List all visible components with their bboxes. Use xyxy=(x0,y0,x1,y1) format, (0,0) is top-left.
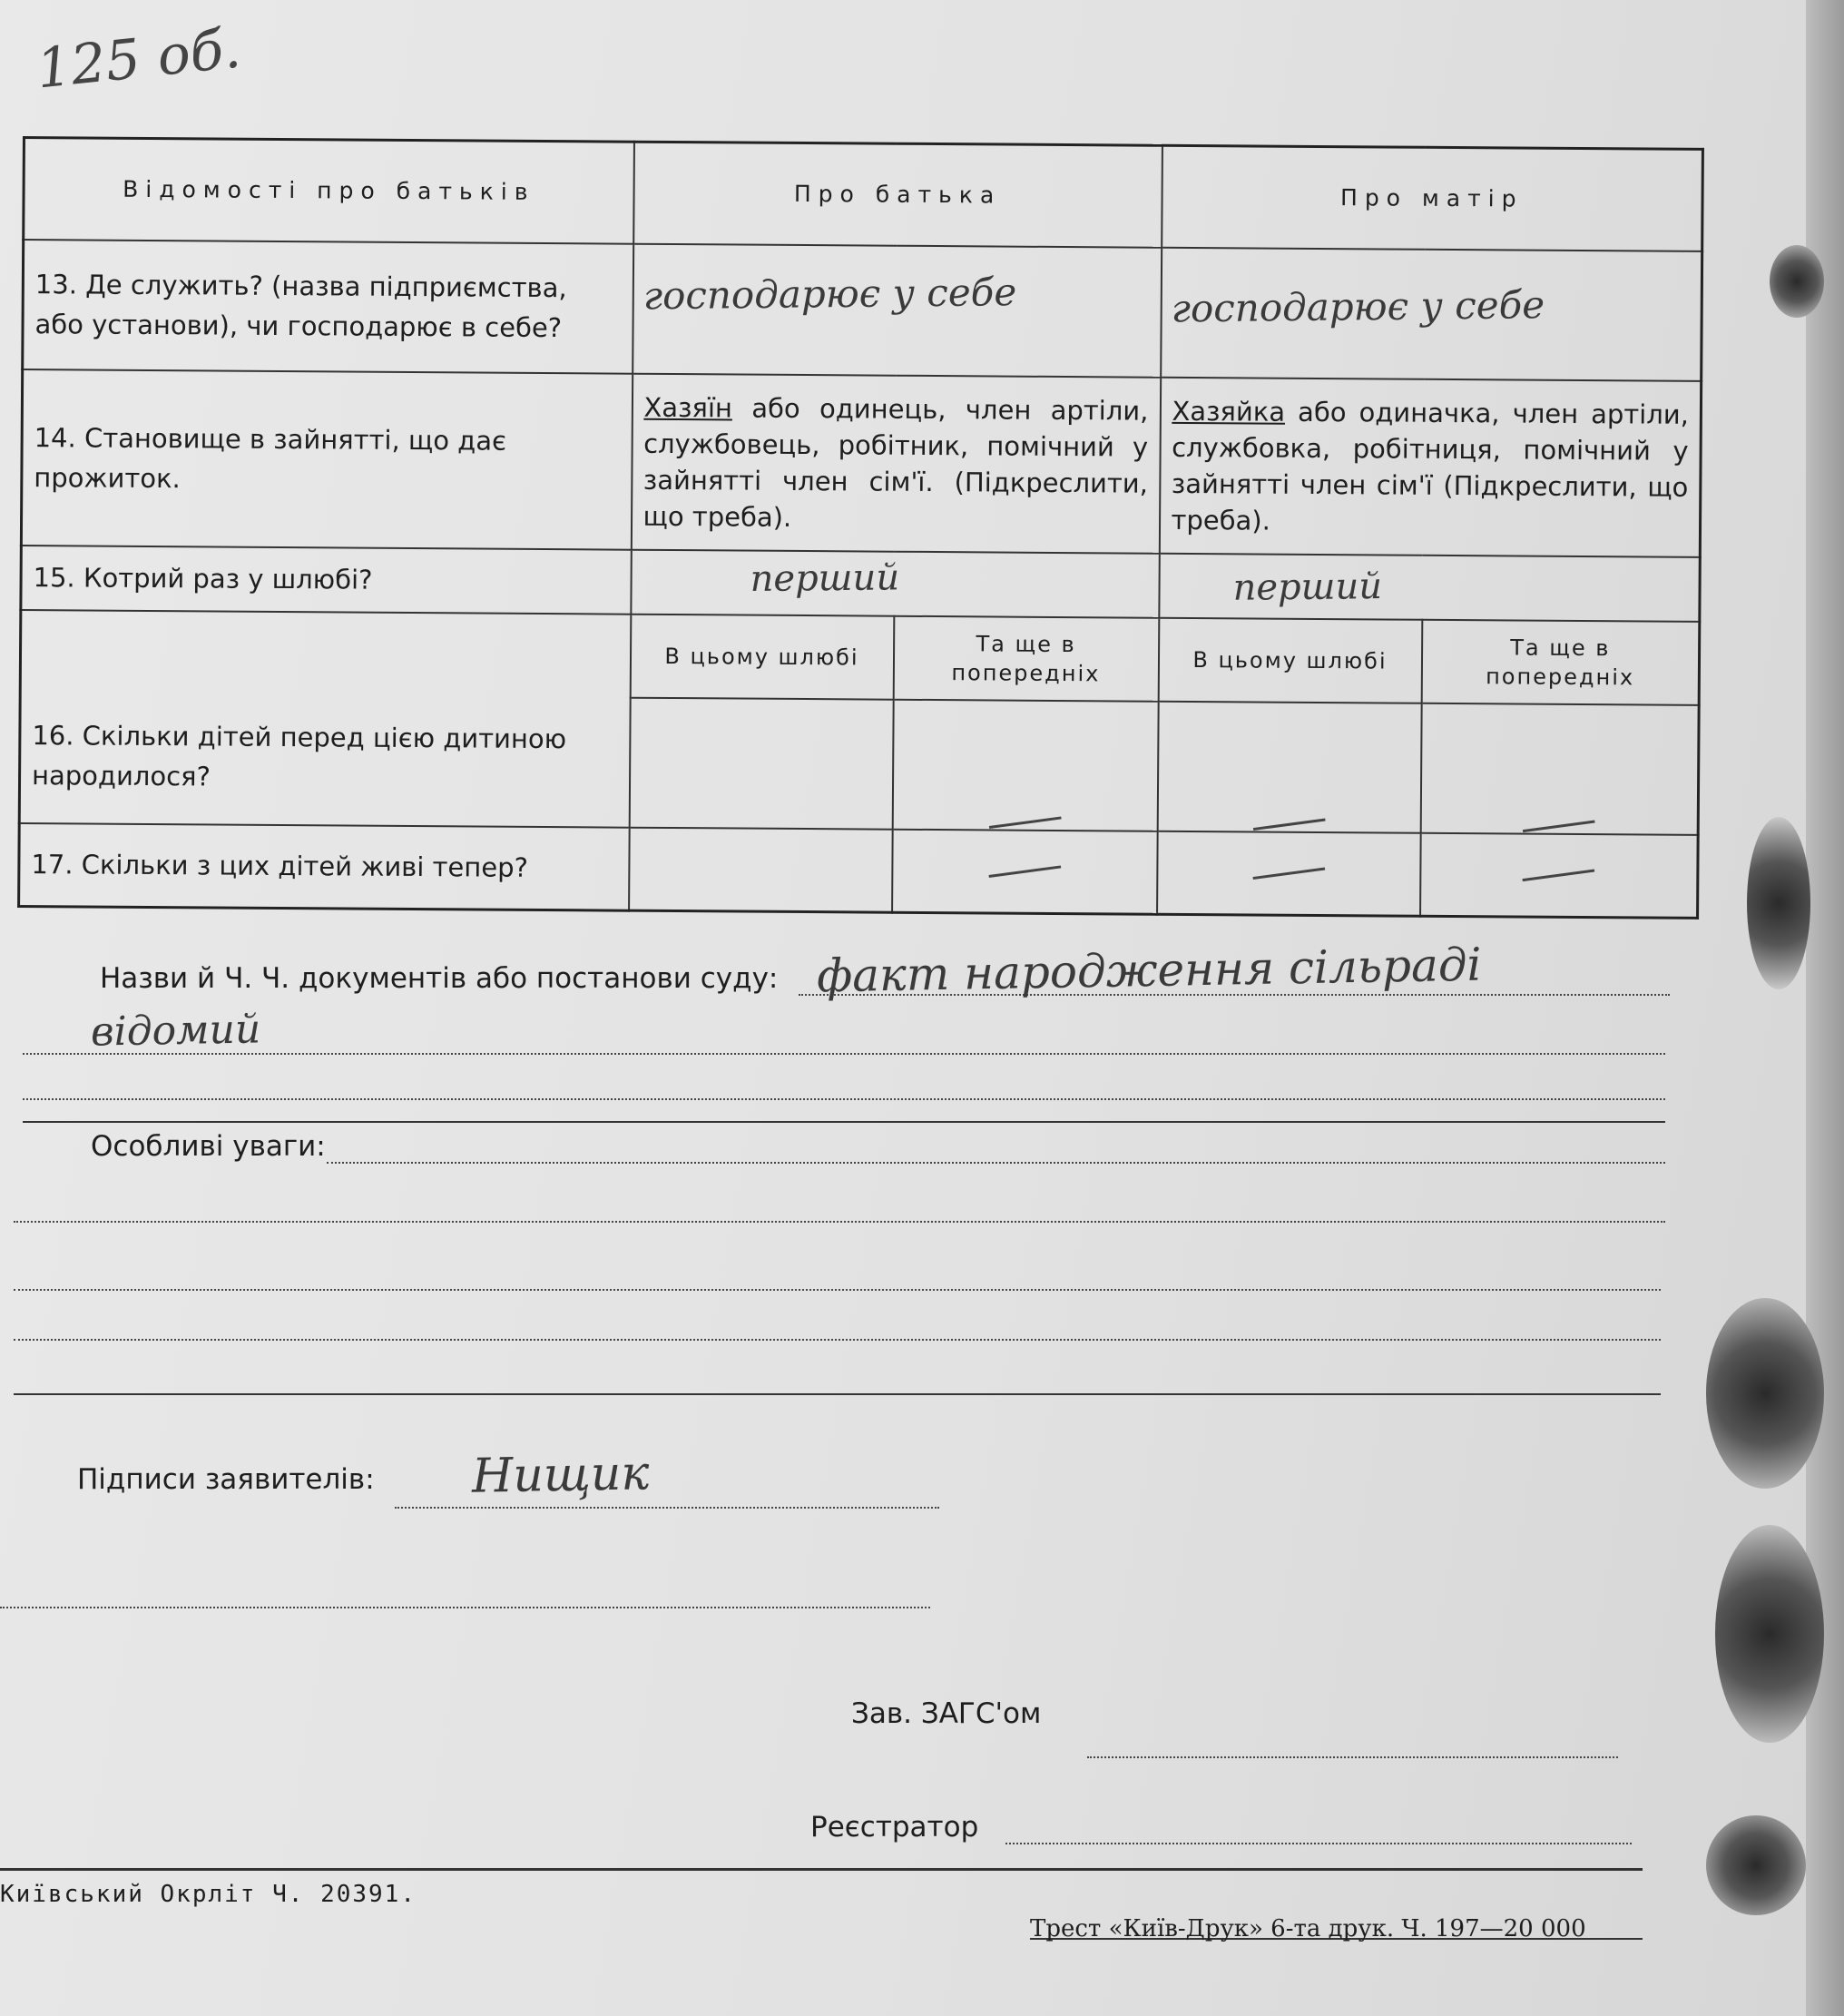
q15-label: 15. Котрий раз у шлюбі? xyxy=(21,545,631,614)
notes-dotted-line xyxy=(14,1339,1661,1341)
notes-dotted-line xyxy=(14,1221,1665,1223)
q17-mother-this-cell xyxy=(1157,831,1421,916)
documents-dotted-line xyxy=(23,1053,1665,1055)
notes-dotted-line xyxy=(14,1289,1661,1291)
q16-label: 16. Скільки дітей перед цією дитиною народилося? xyxy=(19,610,631,827)
documents-label: Назви й Ч. Ч. документів або постанови суду: xyxy=(100,962,779,995)
q15-father-cell xyxy=(631,549,1159,617)
footer-divider xyxy=(0,1868,1643,1871)
parents-info-table xyxy=(17,136,1704,919)
q13-mother-answer: господарює у себе xyxy=(1170,281,1545,331)
binding-hole xyxy=(1706,1815,1806,1915)
binding-hole xyxy=(1715,1525,1824,1743)
father-this-marriage-header: В цьому шлюбі xyxy=(630,615,894,700)
q13-father-cell xyxy=(633,243,1162,377)
binding-hole xyxy=(1747,817,1810,989)
q13-father-answer: господарює у себе xyxy=(642,269,1016,319)
q16-mother-prev-cell xyxy=(1420,703,1699,835)
archive-folio-mark: 125 об. xyxy=(33,16,244,102)
row-q17 xyxy=(19,823,1699,919)
q16-mother-this-cell xyxy=(1157,702,1421,833)
q17-father-prev-cell xyxy=(892,829,1158,914)
row-q16-subheader xyxy=(20,610,1700,705)
q17-father-this-cell xyxy=(629,827,893,912)
row-q14 xyxy=(21,369,1701,557)
q15-father-answer: перший xyxy=(749,556,899,600)
q14-father-options-text: або одинець, член артіли, службовець, робітник, помічний у зайнятті член сім'ї. (Підкреслити, що треба). xyxy=(642,392,1149,533)
father-previous-header: Та ще в попередніх xyxy=(893,616,1159,702)
mother-previous-header: Та ще в попередніх xyxy=(1421,620,1700,705)
registrar-label: Реєстратор xyxy=(810,1811,979,1844)
zags-head-label: Зав. ЗАГС'ом xyxy=(851,1697,1042,1730)
section-divider xyxy=(14,1393,1661,1395)
applicant-signature: Нищик xyxy=(471,1446,650,1504)
header-father: Про батька xyxy=(633,142,1162,247)
row-q13 xyxy=(23,240,1702,381)
signatures-label: Підписи заявителів: xyxy=(77,1463,375,1496)
documents-handwriting-line1: факт народження сільраді xyxy=(816,938,1482,1003)
q13-mother-cell xyxy=(1161,248,1702,381)
documents-handwriting-line2: відомий xyxy=(90,1006,261,1056)
empty-dash-mark xyxy=(988,816,1061,829)
empty-dash-mark xyxy=(1523,869,1595,881)
row-q15 xyxy=(21,545,1700,621)
q16-father-this-cell xyxy=(629,697,893,829)
q14-mother-options xyxy=(1159,377,1701,556)
signatures-dotted-line xyxy=(0,1607,930,1608)
zags-head-signature-line xyxy=(1087,1756,1618,1758)
table-header-row xyxy=(24,138,1703,251)
documents-dotted-line xyxy=(23,1098,1665,1100)
header-parents-info: Відомості про батьків xyxy=(24,138,634,244)
header-mother: Про матір xyxy=(1162,145,1703,251)
q14-mother-selected: Хазяйка xyxy=(1172,395,1286,428)
footer-printer-right: Трест «Київ-Друк» 6-та друк. Ч. 197—20 000 xyxy=(1030,1915,1586,1942)
q16-father-prev-cell xyxy=(892,699,1158,831)
binding-hole xyxy=(1706,1298,1824,1489)
binding-hole xyxy=(1770,245,1824,318)
q17-mother-prev-cell xyxy=(1420,832,1699,918)
signatures-dotted-line xyxy=(395,1507,939,1509)
mother-this-marriage-header: В цьому шлюбі xyxy=(1158,618,1422,703)
q17-label: 17. Скільки з цих дітей живі тепер? xyxy=(19,823,630,911)
q13-label: 13. Де служить? (назва підприємства, або установи), чи господарює в себе? xyxy=(23,240,633,374)
q15-mother-answer: перший xyxy=(1231,565,1382,609)
q14-label: 14. Становище в зайнятті, що дає прожиток. xyxy=(21,369,632,550)
q14-father-selected: Хазяїн xyxy=(643,391,733,424)
empty-dash-mark xyxy=(1252,867,1325,880)
empty-dash-mark xyxy=(988,865,1061,878)
section-divider xyxy=(23,1121,1665,1123)
empty-dash-mark xyxy=(1523,820,1595,832)
q15-mother-cell xyxy=(1159,553,1700,622)
notes-dotted-line xyxy=(327,1162,1665,1164)
empty-dash-mark xyxy=(1252,818,1325,831)
footer-printer-left: Київський Окрліт Ч. 20391. xyxy=(0,1881,417,1908)
q14-mother-options-text: або одиначка, член артіли, службовка, робітниця, помічний у зайнятті член сім'ї (Підкреслити, що треба). xyxy=(1171,396,1690,536)
registrar-signature-line xyxy=(1005,1843,1632,1844)
notes-label: Особливі уваги: xyxy=(91,1130,326,1163)
q14-father-options xyxy=(631,373,1160,553)
